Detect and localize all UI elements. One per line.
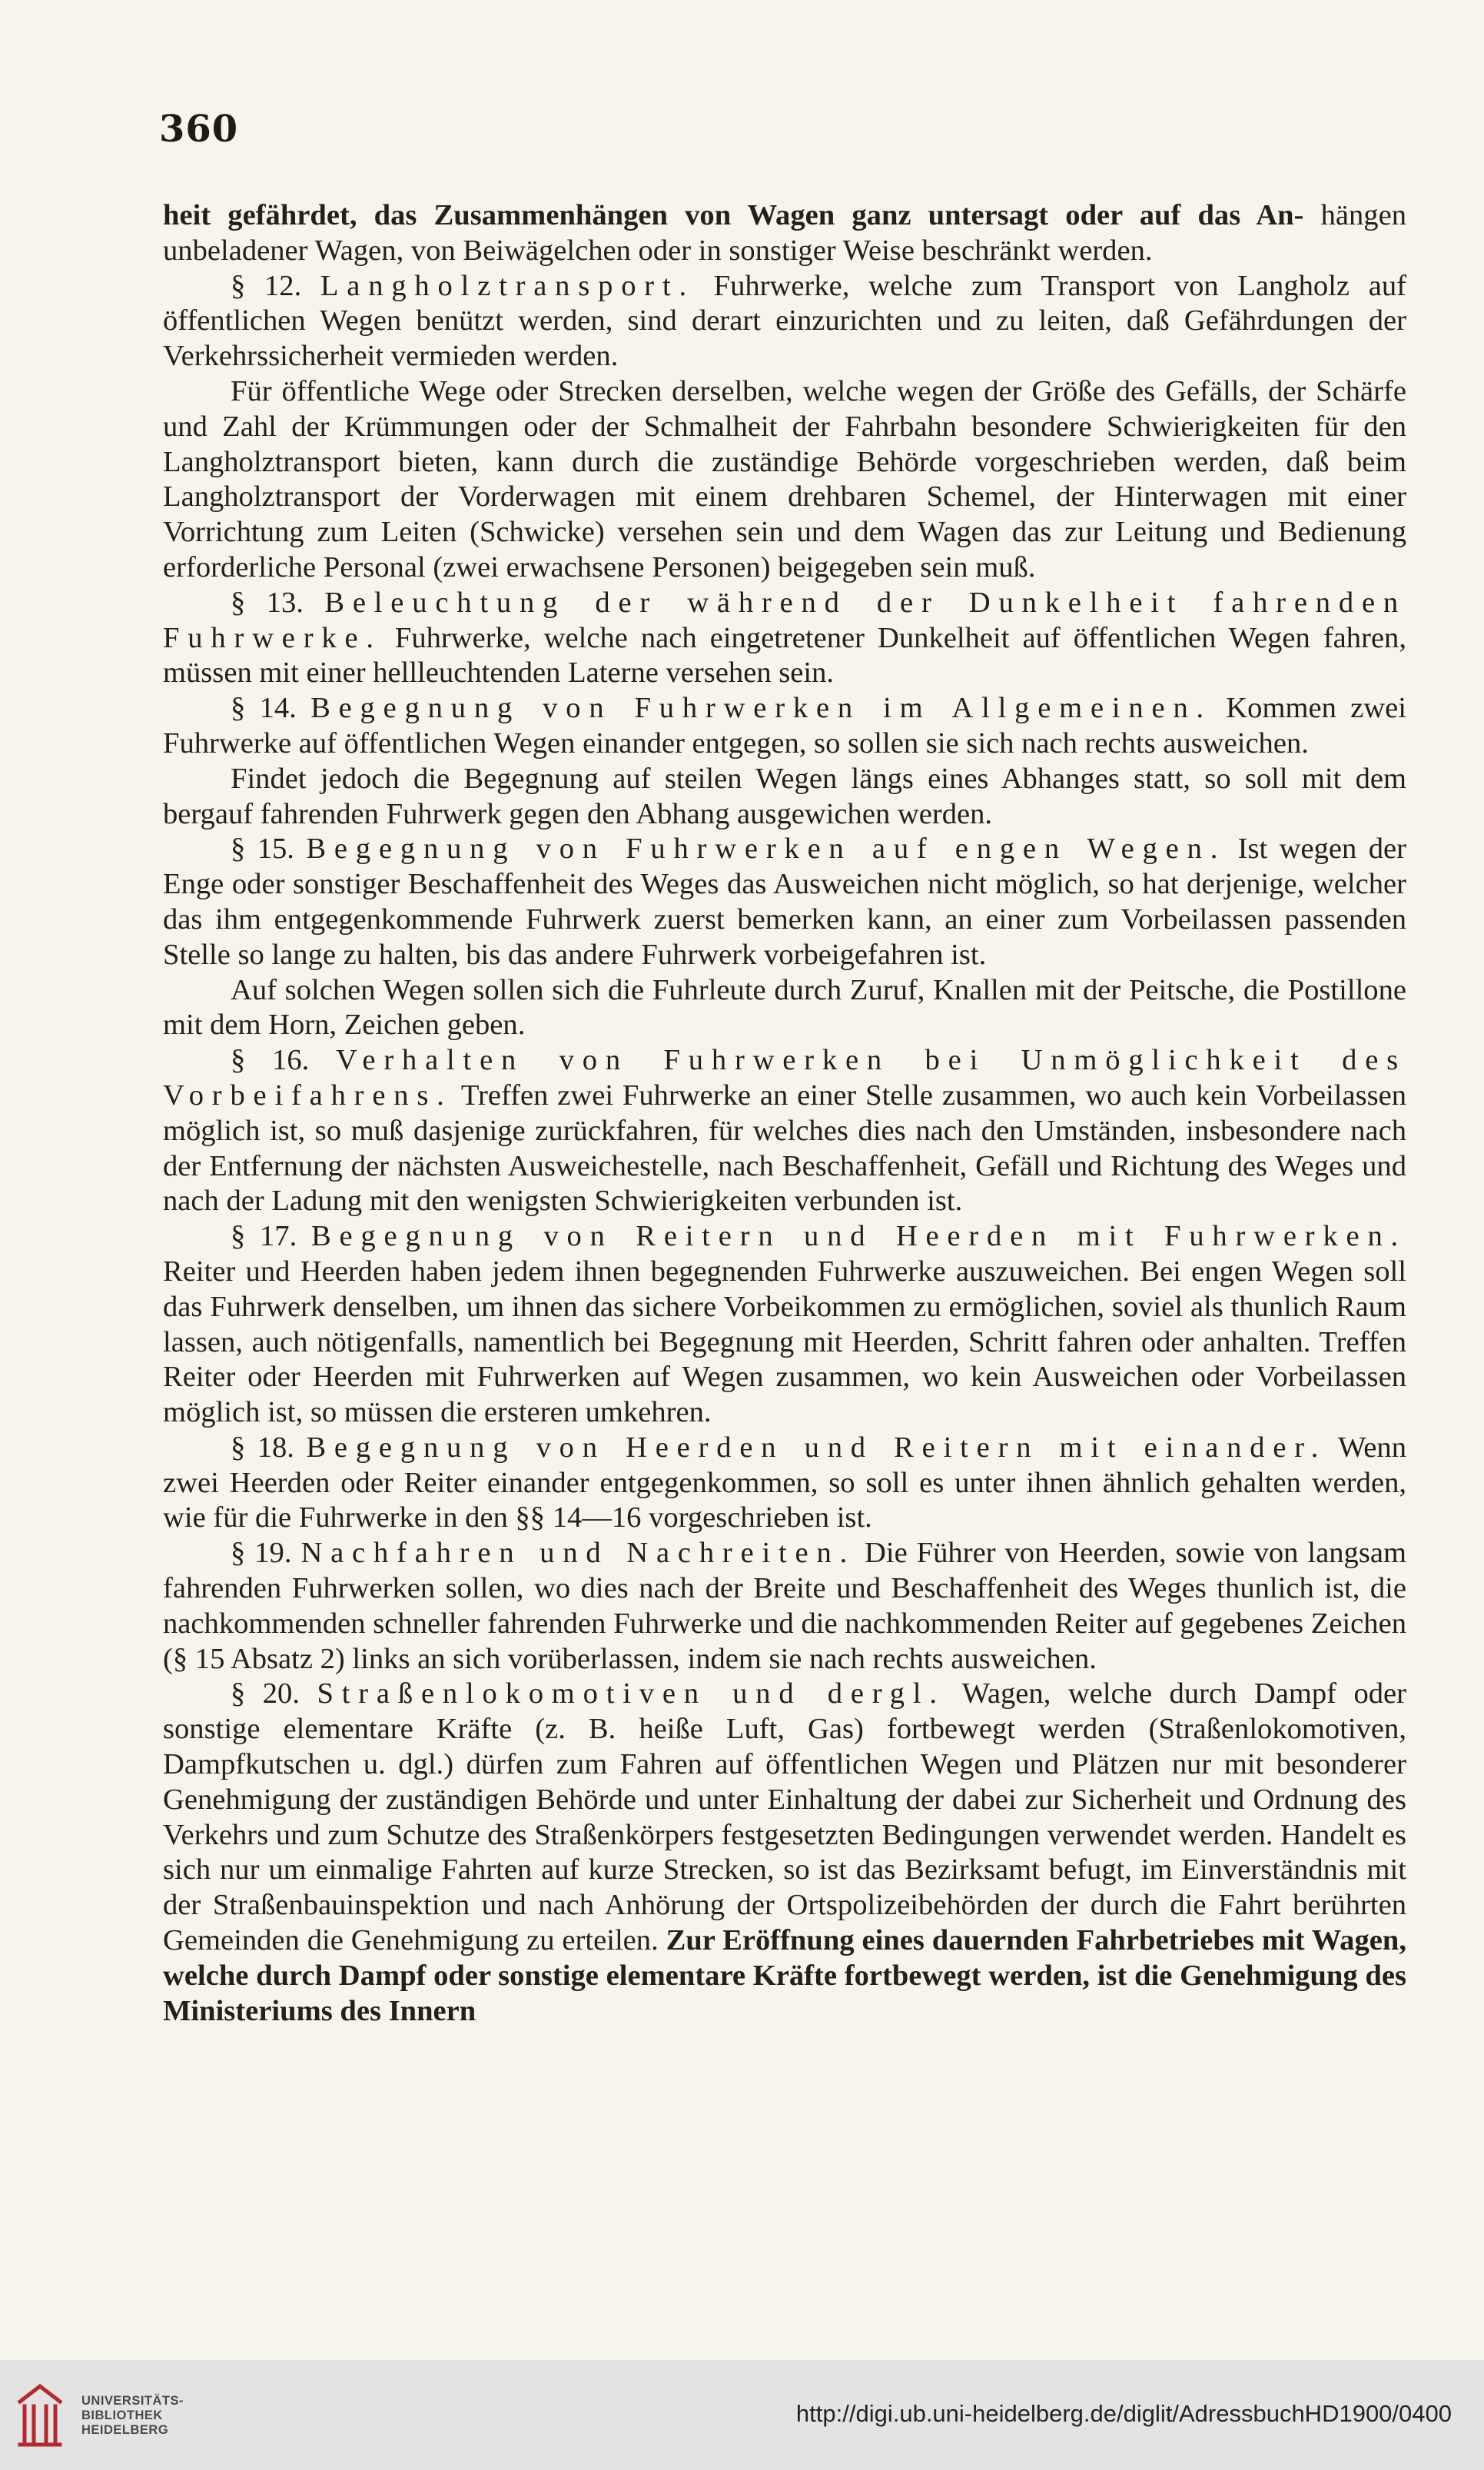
- paragraph-text: Für öffentliche Wege oder Strecken derselben, welche wegen der Größe des Gefälls, der Schärfe und Zahl der Krümmungen oder der Schmalheit der Fahrbahn besondere Schwierigkeiten für den Langholztransport bieten, kann durch die zuständige Behörde vorgeschrieben werden, daß beim Langholztransport der Vorderwagen mit einem drehbaren Schemel, der Hinterwagen mit einer Vorrichtung zum Leiten (Schwicke) versehen sein und dem Wagen das zur Leitung und Bedienung erforderliche Personal (zwei erwachsene Personen) beigegeben sein muß.: [163, 374, 1406, 583]
- section-16: [163, 1043, 1406, 1219]
- library-name-line: HEIDELBERG: [81, 2423, 169, 2437]
- section-title: Langholztransport.: [320, 269, 695, 302]
- section-number: § 12.: [231, 269, 302, 302]
- section-number: § 18.: [231, 1431, 294, 1464]
- paragraph-text: Findet jedoch die Begegnung auf steilen Wegen längs eines Abhanges statt, so soll mit dem bergauf fahrenden Fuhrwerk gegen den Abhang ausgewichen werden.: [163, 762, 1406, 830]
- library-name: [81, 2394, 184, 2438]
- paragraph-text: Reiter und Heerden haben jedem ihnen begegnenden Fuhrwerke auszuweichen. Bei engen Wegen soll das Fuhrwerk denselben, um ihnen das sichere Vorbeikommen zu ermöglichen, soviel als thunlich Raum lassen, auch nötigenfalls, namentlich bei Begegnung mit Heerden, Schritt fahren oder anhalten. Treffen Reiter oder Heerden mit Fuhrwerken auf Wegen zusammen, wo kein Ausweichen oder Vorbeilassen möglich ist, so müssen die ersteren umkehren.: [163, 1255, 1406, 1429]
- paragraph-text: Die Führer von Heerden, sowie von langsam fahrenden Fuhrwerken sollen, wo dies nach der Breite und Beschaffenheit des Weges thunlich ist, die nachkommenden schneller fahrenden Fuhrwerke und die nachkommenden Reiter auf gegebenes Zeichen (§ 15 Absatz 2) links an sich vorüberlassen, indem sie nach rechts ausweichen.: [163, 1537, 1406, 1675]
- section-20: [163, 1677, 1406, 2029]
- paragraph-text: Ist wegen der Enge oder sonstiger Beschaffenheit des Weges das Ausweichen nicht möglich, so hat derjenige, welcher das ihm entgegenkommende Fuhrwerk zuerst bemerken kann, an einer zum Vorbeilassen passenden Stelle so lange zu halten, bis das andere Fuhrwerk vorbeigefahren ist.: [163, 833, 1406, 971]
- section-title: Straßenlokomotiven und dergl.: [317, 1677, 945, 1710]
- paragraph-text: hängen unbeladener Wagen, von Beiwägelchen oder in sonstiger Weise beschränkt werden.: [163, 199, 1406, 267]
- paragraph-text: Fuhrwerke, welche zum Transport von Langholz auf öffentlichen Wegen benützt werden, sind derart einzurichten und zu leiten, daß Gefährdungen der Verkehrssicherheit vermieden werden.: [163, 269, 1406, 373]
- section-number: § 16.: [231, 1044, 310, 1077]
- library-name-line: UNIVERSITÄTS-: [81, 2394, 184, 2408]
- paragraph-continuation: [163, 198, 1406, 269]
- paragraph-text: Fuhrwerke, welche nach eingetretener Dunkelheit auf öffentlichen Wegen fahren, müssen mit einer hellleuchtenden Laterne versehen sein.: [163, 621, 1406, 690]
- section-12: [163, 269, 1406, 374]
- document-url-link[interactable]: http://digi.ub.uni-heidelberg.de/diglit/AdressbuchHD1900/0400: [795, 2400, 1452, 2427]
- paragraph: [163, 762, 1406, 833]
- section-title: Begegnung von Heerden und Reitern mit einander.: [306, 1431, 1327, 1464]
- section-17: [163, 1219, 1406, 1431]
- section-13: [163, 586, 1406, 691]
- library-name-line: BIBLIOTHEK: [81, 2408, 163, 2422]
- paragraph: [163, 374, 1406, 586]
- section-number: § 17.: [231, 1220, 297, 1253]
- section-18: [163, 1431, 1406, 1536]
- paragraph-text: Wenn zwei Heerden oder Reiter einander entgegenkommen, so soll es unter ihnen ähnlich gehalten werden, wie für die Fuhrwerke in den §§ 14—16 vorgeschrieben ist.: [163, 1431, 1406, 1534]
- section-title: Verhalten von Fuhrwerken bei Unmöglichkeit des Vorbeifahrens.: [163, 1044, 1406, 1112]
- page-number: 360: [159, 108, 239, 151]
- paragraph: [163, 973, 1406, 1044]
- section-19: [163, 1536, 1406, 1677]
- section-title: Beleuchtung der während der Dunkelheit fahrenden Fuhrwerke.: [163, 586, 1406, 654]
- section-title: Begegnung von Reitern und Heerden mit Fuhrwerken.: [310, 1220, 1406, 1253]
- body-text: [163, 198, 1406, 2029]
- section-title: Nachfahren und Nachreiten.: [300, 1537, 856, 1570]
- section-number: § 14.: [231, 692, 297, 725]
- section-14: [163, 691, 1406, 762]
- bold-text-run: heit gefährdet, das Zusammenhängen von Wagen ganz untersagt oder auf das An-: [163, 199, 1304, 231]
- section-15: [163, 832, 1406, 972]
- footer-bar: [0, 2360, 1484, 2470]
- section-number: § 13.: [231, 586, 304, 619]
- section-title: Begegnung von Fuhrwerken auf engen Wegen.: [306, 833, 1227, 866]
- bold-text-run: Zur Eröffnung eines dauernden Fahrbetriebes mit Wagen, welche durch Dampf oder sonstige elementare Kräfte fortbewegt werden, ist die Genehmigung des Ministeriums des Innern: [163, 1924, 1406, 2027]
- ub-heidelberg-logo-icon[interactable]: [17, 2382, 63, 2448]
- paragraph-text: Auf solchen Wegen sollen sich die Fuhrleute durch Zuruf, Knallen mit der Peitsche, die Postillone mit dem Horn, Zeichen geben.: [163, 973, 1406, 1042]
- section-title: Begegnung von Fuhrwerken im Allgemeinen.: [310, 692, 1213, 725]
- section-number: § 15.: [231, 833, 294, 866]
- paragraph-text: Kommen zwei Fuhrwerke auf öffentlichen Wegen einander entgegen, so sollen sie sich nach rechts ausweichen.: [163, 692, 1406, 760]
- paragraph-text: Wagen, welche durch Dampf oder sonstige elementare Kräfte (z. B. heiße Luft, Gas) fortbewegt werden (Straßenlokomotiven, Dampfkutschen u. dgl.) dürfen zum Fahren auf öffentlichen Wegen und Plätzen nur mit besonderer Genehmigung der zuständigen Behörde und unter Einhaltung der dabei zur Sicherheit und Ordnung des Verkehrs und zum Schutze des Straßenkörpers festgesetzten Bedingungen verwendet werden. Handelt es sich nur um einmalige Fahrten auf kurze Strecken, so ist das Bezirksamt befugt, im Einverständnis mit der Straßenbauinspektion und nach Anhörung der Ortspolizeibehörden der durch die Fahrt berührten Gemeinden die Genehmigung zu erteilen.: [163, 1677, 1406, 1957]
- section-number: § 20.: [231, 1677, 300, 1710]
- paragraph-text: Treffen zwei Fuhrwerke an einer Stelle zusammen, wo auch kein Vorbeilassen möglich ist, so muß dasjenige zurückfahren, für welches dies nach den Umständen, insbesondere nach der Entfernung der nächsten Ausweichestelle, nach Beschaffenheit, Gefäll und Richtung des Weges und nach der Ladung mit den wenigsten Schwierigkeiten verbunden ist.: [163, 1079, 1407, 1218]
- section-number: § 19.: [231, 1537, 292, 1570]
